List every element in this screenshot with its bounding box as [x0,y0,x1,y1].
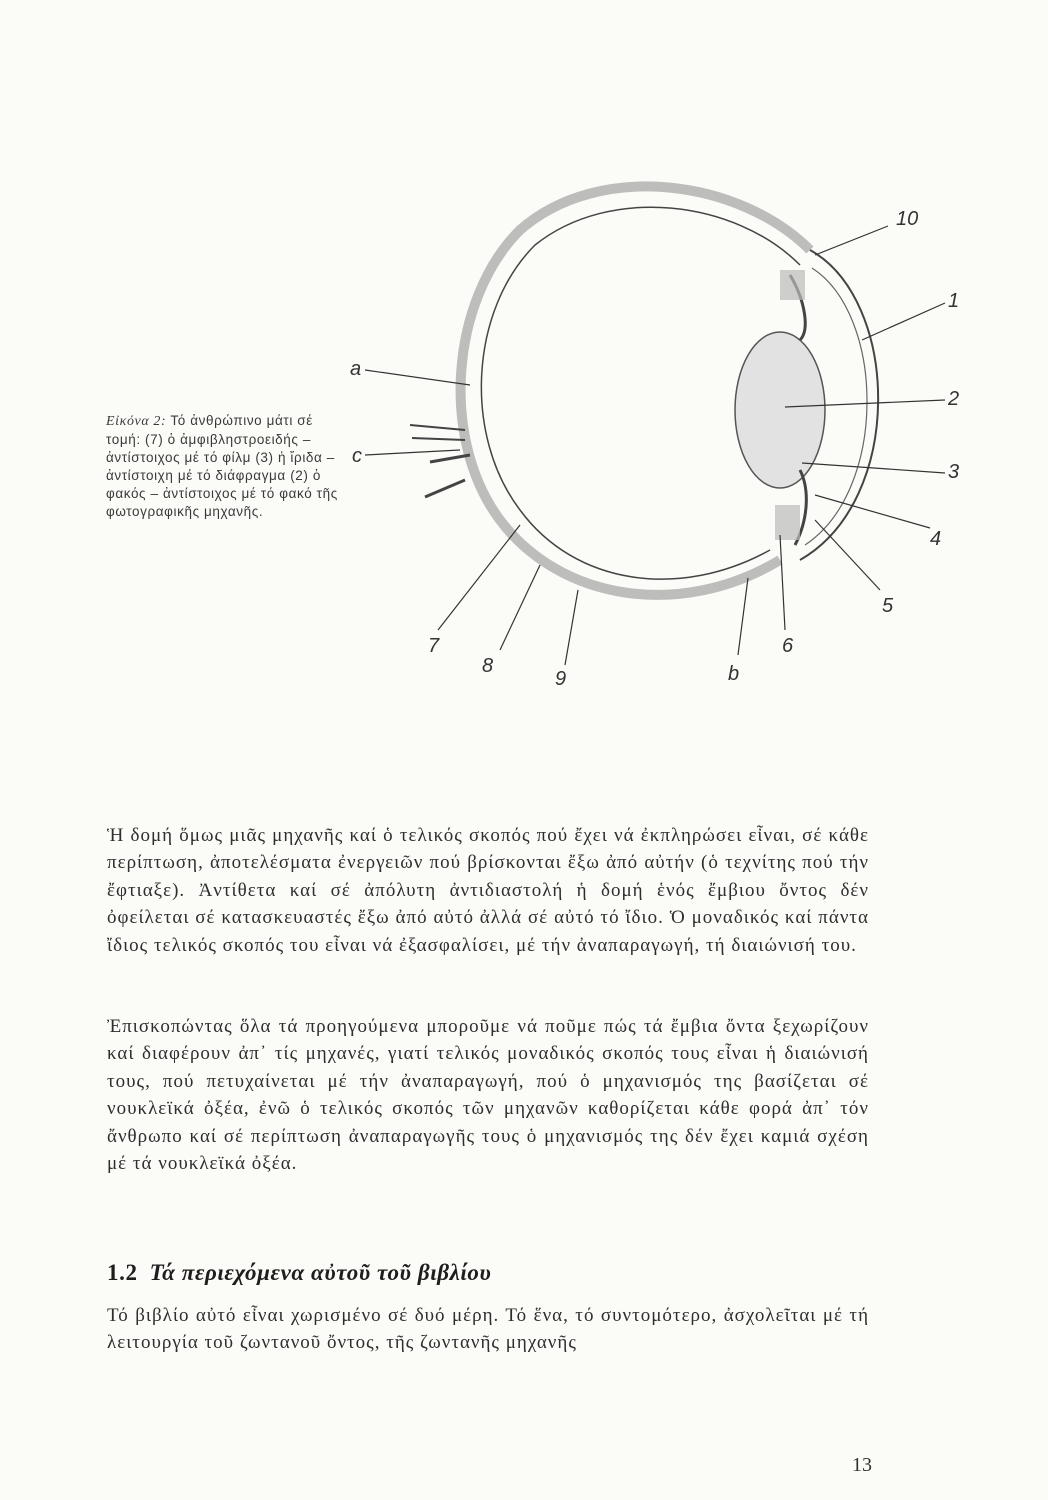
label-1: 1 [948,290,960,312]
figure-caption [106,412,346,521]
page-number: 13 [852,1454,872,1476]
label-6: 6 [782,635,794,657]
paragraph-3-text: Τό βιβλίο αὐτό εἶναι χωρισμένο σέ δυό μέρη. Τό ἕνα, τό συντομότερο, ἀσχολεῖται μέ τή λειτουργία τοῦ ζωντανοῦ ὄντος, τῆς ζωντανῆς μηχανῆς [107,1305,869,1354]
eye-diagram [0,0,1048,720]
label-a: a [350,358,362,380]
paragraph-2 [107,1013,869,1177]
ciliary-lower [775,505,800,540]
label-10: 10 [896,208,919,230]
paragraph-1-text: Ἡ δομή ὅμως μιᾶς μηχανῆς καί ὁ τελικός σκοπός πού ἔχει νά ἐκπληρώσει εἶναι, σέ κάθε περίπτωση, ἀποτελέσματα ἐνεργειῶν πού βρίσκονται ἔξω ἀπό αὐτήν (ὁ τεχνίτης πού τήν ἔφτιαξε). Ἀντίθετα καί σέ ἀπόλυτη ἀντιδιαστολή ἡ δομή ἑνός ἔμβιου ὄντος δέν ὀφείλεται σέ κατασκευαστές ἔξω ἀπό αὐτό ἀλλά σέ αὐτό τό ἴδιο. Ὁ μοναδικός καί πάντα ἴδιος τελικός σκοπός του εἶναι νά ἐξασφαλίσει, μέ τήν ἀναπαραγωγή, τή διαιώνισή του. [107,825,869,956]
optic-nerve-3 [430,455,470,462]
lens [735,332,825,488]
label-9: 9 [555,668,567,690]
caption-text: Τό ἀνθρώπινο μάτι σέ τομή: (7) ὁ ἀμφιβληστροειδής – ἀντίστοιχος μέ τό φίλμ (3) ἡ ἴριδα – ἀντίστοιχη μέ τό διάφραγμα (2) ὁ φακός – ἀντίστοιχος μέ τό φακό τῆς φωτογραφικῆς μηχανῆς. [106,413,338,519]
caption-title: Εἰκόνα 2: [106,414,167,429]
optic-nerve-1 [410,425,465,430]
label-c: c [352,445,362,467]
paragraph-3 [107,1302,869,1357]
paragraph-1 [107,822,869,959]
optic-nerve-2 [412,438,465,440]
label-5: 5 [882,595,894,617]
label-2: 2 [948,388,960,410]
label-4: 4 [930,528,942,550]
label-8: 8 [482,655,494,677]
section-title: Τά περιεχόμενα αὐτοῦ τοῦ βιβλίου [149,1260,492,1285]
label-7: 7 [428,635,440,657]
ciliary-upper [780,270,805,300]
section-heading [107,1260,491,1286]
section-number: 1.2 [107,1260,138,1285]
label-3: 3 [948,461,960,483]
label-b: b [728,663,740,685]
optic-nerve-4 [425,480,465,497]
paragraph-2-text: Ἐπισκοπώντας ὅλα τά προηγούμενα μποροῦμε νά ποῦμε πώς τά ἔμβια ὄντα ξεχωρίζουν καί διαφέρουν ἀπ᾿ τίς μηχανές, γιατί τελικός μοναδικός σκοπός τους εἶναι ἡ διαιώνισή τους, πού πετυχαίνεται μέ τήν ἀναπαραγωγή, πού ὁ μηχανισμός της βασίζεται σέ νουκλεϊκά ὀξέα, ἐνῶ ὁ τελικός σκοπός τῶν μηχανῶν καθορίζεται κάθε φορά ἀπ᾿ τόν ἄνθρωπο καί σέ περίπτωση ἀναπαραγωγῆς τους ὁ μηχανισμός της δέν ἔχει καμιά σχέση μέ τά νουκλεϊκά ὀξέα. [107,1016,869,1175]
